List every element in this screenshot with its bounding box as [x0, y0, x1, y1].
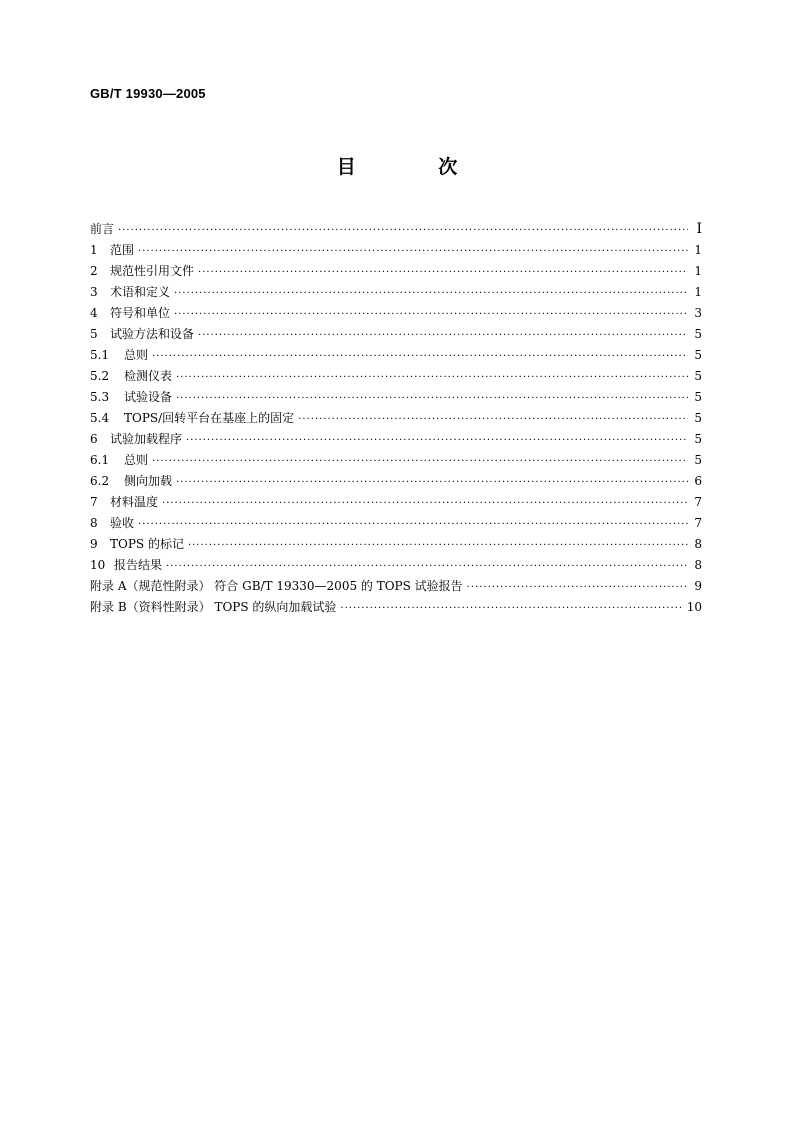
toc-entry-page: 5 — [694, 390, 702, 404]
toc-entry-label: 附录 B（资料性附录） TOPS 的纵向加载试验 — [90, 600, 337, 614]
toc-entry-label: 侧向加载 — [124, 474, 173, 488]
toc-entry-label: 试验方法和设备 — [110, 327, 195, 341]
toc-entry-label: 规范性引用文件 — [110, 264, 195, 278]
toc-entry-label: 总则 — [124, 348, 149, 362]
toc-entry-page: 1 — [694, 243, 702, 257]
toc-leader-dots — [118, 220, 688, 240]
toc-entry-page: 5 — [694, 369, 702, 383]
toc-entry-label: TOPS/回转平台在基座上的固定 — [124, 411, 295, 425]
toc-entry-page: I — [696, 221, 702, 237]
toc-entry-6[interactable] — [90, 429, 702, 450]
toc-entry-number: 7 — [90, 495, 98, 509]
toc-entry-page: 5 — [694, 411, 702, 425]
toc-entry-label: 附录 A（规范性附录） 符合 GB/T 19330—2005 的 TOPS 试验报告 — [90, 579, 463, 593]
toc-entry-number: 6.2 — [90, 474, 110, 488]
toc-leader-dots — [166, 556, 688, 576]
toc-entry-label: 材料温度 — [110, 495, 159, 509]
toc-entry-5-3[interactable] — [90, 387, 702, 408]
toc-entry-label: 试验加载程序 — [110, 432, 183, 446]
toc-leader-dots — [176, 367, 688, 387]
toc-entry-page: 7 — [694, 516, 702, 530]
toc-entry-3[interactable] — [90, 282, 702, 303]
toc-entry-page: 5 — [694, 348, 702, 362]
toc-entry-6-1[interactable] — [90, 450, 702, 471]
toc-entry-page: 1 — [694, 285, 702, 299]
toc-leader-dots — [188, 535, 688, 555]
toc-entry-page: 8 — [694, 537, 702, 551]
toc-leader-dots — [186, 430, 688, 450]
standard-code: GB/T 19930—2005 — [90, 86, 206, 101]
toc-entry-7[interactable] — [90, 492, 702, 513]
toc-entry-10[interactable] — [90, 555, 702, 576]
toc-entry-2[interactable] — [90, 261, 702, 282]
table-of-contents — [90, 219, 702, 618]
toc-entry-number: 5.4 — [90, 411, 110, 425]
toc-entry-5[interactable] — [90, 324, 702, 345]
toc-leader-dots — [467, 577, 688, 597]
toc-entry-label: 前言 — [90, 222, 115, 236]
toc-entry-5-2[interactable] — [90, 366, 702, 387]
toc-entry-label: 报告结果 — [114, 558, 163, 572]
toc-leader-dots — [174, 304, 688, 324]
toc-leader-dots — [152, 346, 688, 366]
toc-leader-dots — [198, 325, 688, 345]
toc-entry-number: 5.3 — [90, 390, 110, 404]
toc-entry-page: 5 — [694, 432, 702, 446]
toc-leader-dots — [138, 241, 688, 261]
toc-entry-number: 10 — [90, 558, 106, 572]
toc-leader-dots — [162, 493, 688, 513]
toc-entry-6-2[interactable] — [90, 471, 702, 492]
toc-leader-dots — [198, 262, 688, 282]
toc-entry-annex-b[interactable] — [90, 597, 702, 618]
toc-entry-annex-a[interactable] — [90, 576, 702, 597]
toc-leader-dots — [176, 388, 688, 408]
toc-entry-5-4[interactable] — [90, 408, 702, 429]
toc-leader-dots — [340, 598, 682, 618]
toc-entry-label: 范围 — [110, 243, 135, 257]
toc-entry-number: 6 — [90, 432, 98, 446]
toc-entry-label: TOPS 的标记 — [110, 537, 184, 551]
toc-title: 目 次 — [336, 156, 496, 178]
toc-entry-label: 术语和定义 — [110, 285, 171, 299]
toc-entry-5-1[interactable] — [90, 345, 702, 366]
toc-entry-1[interactable] — [90, 240, 702, 261]
toc-leader-dots — [176, 472, 688, 492]
toc-entry-label: 检测仪表 — [124, 369, 173, 383]
toc-entry-label: 验收 — [110, 516, 135, 530]
toc-entry-page: 6 — [694, 474, 702, 488]
toc-entry-number: 4 — [90, 306, 98, 320]
toc-entry-label: 符号和单位 — [110, 306, 171, 320]
toc-entry-number: 5.2 — [90, 369, 110, 383]
toc-leader-dots — [174, 283, 688, 303]
toc-entry-page: 7 — [694, 495, 702, 509]
toc-entry-page: 9 — [694, 579, 702, 593]
toc-leader-dots — [138, 514, 688, 534]
toc-entry-page: 3 — [694, 306, 702, 320]
toc-entry-number: 6.1 — [90, 453, 110, 467]
toc-leader-dots — [152, 451, 688, 471]
toc-entry-number: 9 — [90, 537, 98, 551]
toc-entry-4[interactable] — [90, 303, 702, 324]
toc-entry-number: 5 — [90, 327, 98, 341]
toc-entry-page: 1 — [694, 264, 702, 278]
toc-entry-number: 3 — [90, 285, 98, 299]
toc-entry-label: 总则 — [124, 453, 149, 467]
toc-entry-number: 1 — [90, 243, 98, 257]
toc-entry-foreword[interactable] — [90, 219, 702, 240]
toc-entry-8[interactable] — [90, 513, 702, 534]
toc-entry-9[interactable] — [90, 534, 702, 555]
toc-entry-page: 10 — [686, 600, 702, 614]
toc-leader-dots — [298, 409, 688, 429]
toc-entry-page: 5 — [694, 453, 702, 467]
toc-entry-number: 2 — [90, 264, 98, 278]
toc-entry-number: 8 — [90, 516, 98, 530]
toc-entry-page: 5 — [694, 327, 702, 341]
toc-entry-label: 试验设备 — [124, 390, 173, 404]
toc-entry-number: 5.1 — [90, 348, 110, 362]
toc-entry-page: 8 — [694, 558, 702, 572]
